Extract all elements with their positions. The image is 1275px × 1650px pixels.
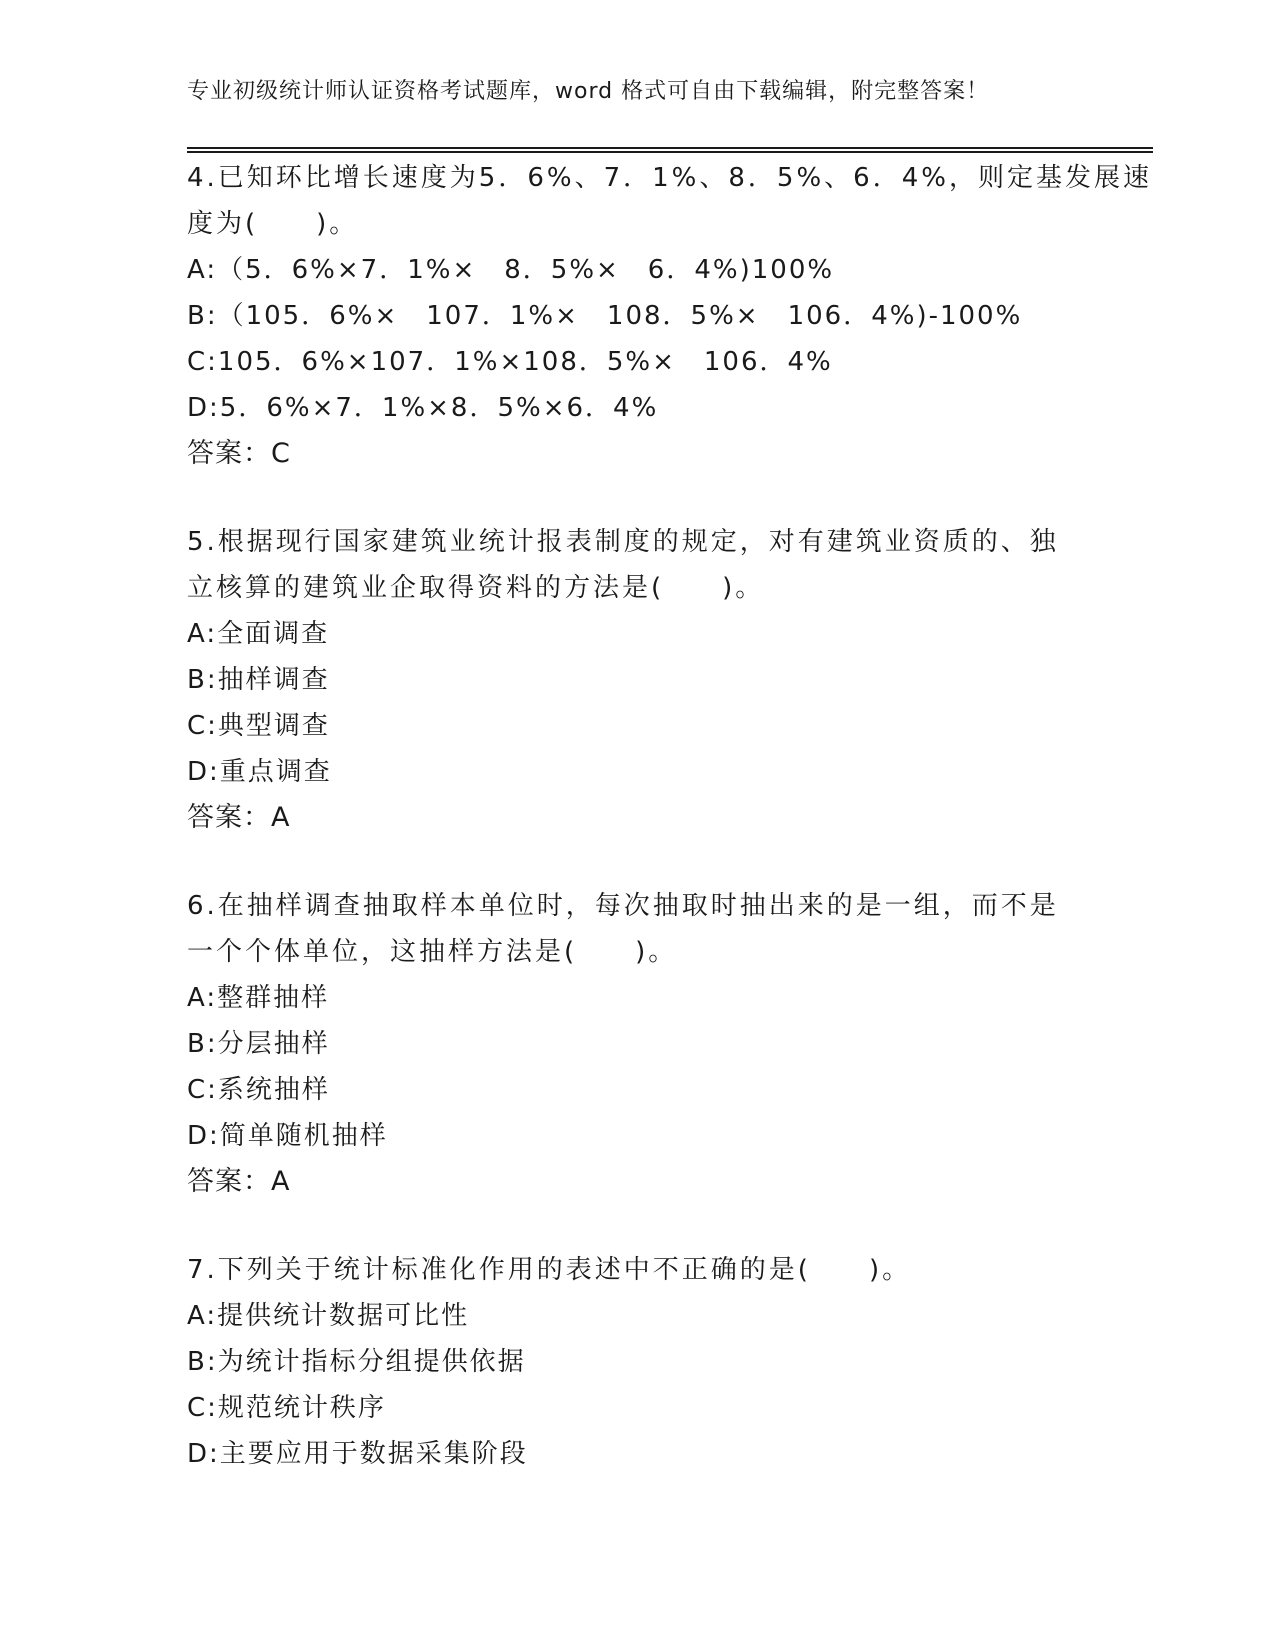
answer: 答案：C [187,438,291,469]
option-a: A:提供统计数据可比性 [187,1301,470,1331]
option-a: A:整群抽样 [187,983,330,1013]
question-stem: 一个个体单位，这抽样方法是( )。 [187,937,678,967]
option-c: C:规范统计秩序 [187,1393,386,1423]
question-stem: 立核算的建筑业企取得资料的方法是( )。 [187,573,765,603]
option-d: D:主要应用于数据采集阶段 [187,1439,528,1469]
page-header: 专业初级统计师认证资格考试题库，word 格式可自由下载编辑，附完整答案！ [187,79,990,104]
question-stem: 5.根据现行国家建筑业统计报表制度的规定，对有建筑业资质的、独 [187,527,1059,557]
option-b: B:（105．6%× 107．1%× 108．5%× 106．4%)-100% [187,301,1023,331]
question-7 [187,1247,1087,1477]
answer: 答案：A [187,1166,291,1197]
option-b: B:分层抽样 [187,1029,330,1059]
option-d: D:重点调查 [187,757,332,787]
question-stem: 6.在抽样调查抽取样本单位时，每次抽取时抽出来的是一组，而不是 [187,891,1059,921]
option-a: A:全面调查 [187,619,330,649]
answer: 答案：A [187,802,291,833]
question-6 [187,883,1087,1205]
question-stem: 4.已知环比增长速度为5．6%、7．1%、8．5%、6．4%，则定基发展速 [187,163,1152,193]
header-rule-top [187,147,1153,149]
option-b: B:抽样调查 [187,665,330,695]
option-b: B:为统计指标分组提供依据 [187,1347,526,1377]
option-a: A:（5．6%×7．1%× 8．5%× 6．4%)100% [187,255,835,285]
question-stem: 度为( )。 [187,209,359,239]
question-5 [187,519,1087,841]
option-c: C:105．6%×107．1%×108．5%× 106．4% [187,347,833,377]
question-4 [187,155,1152,477]
option-d: D:5．6%×7．1%×8．5%×6．4% [187,393,659,423]
question-stem: 7.下列关于统计标准化作用的表述中不正确的是( )。 [187,1255,912,1285]
option-c: C:典型调查 [187,711,330,741]
option-c: C:系统抽样 [187,1075,330,1105]
header-rule-bottom [187,151,1153,153]
option-d: D:简单随机抽样 [187,1121,388,1151]
